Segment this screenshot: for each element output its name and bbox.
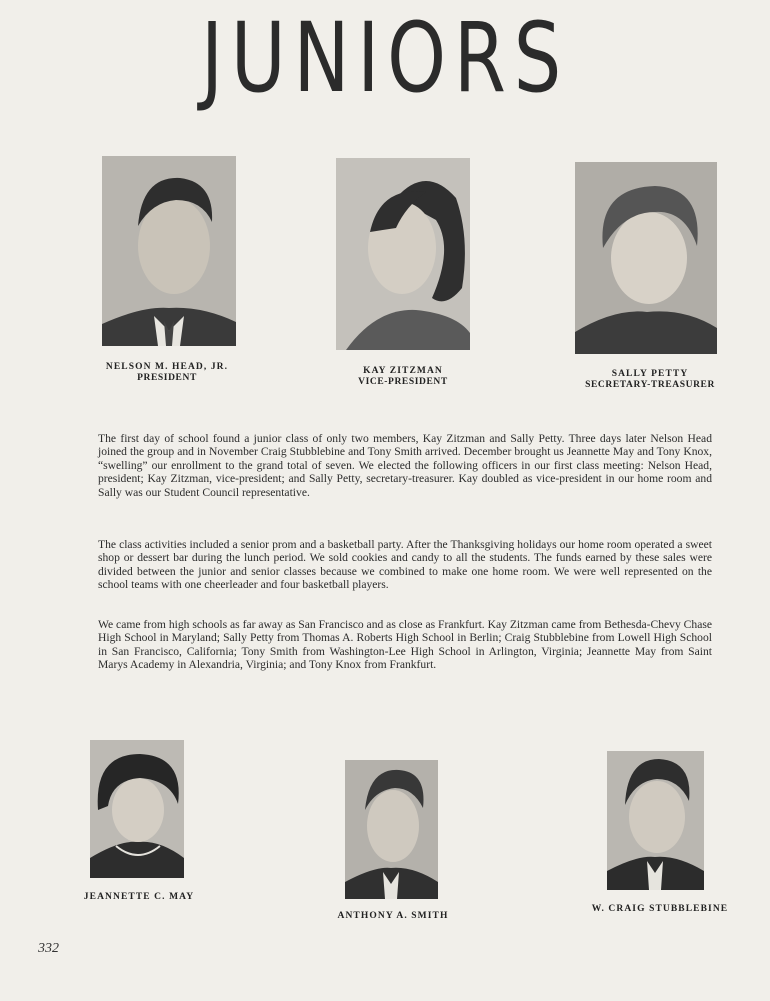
paragraph-3: We came from high schools as far away as San Francisco and as close as Frankfurt. Kay Zitzman came from Bethesda-Chevy Chase High School in Maryland; Sally Petty from Thomas A. Roberts High School in Berlin; Craig Stubblebine from Lowell High School in San Francisco, California; Tony Smith from Washington-Lee High School in Arlington, Virginia; Jeannette May from Saint Marys Academy in Alexandria, Virginia; and Tony Knox from Frankfurt. [98,618,712,672]
photo-jeannette-may [90,740,184,878]
member-caption-2 [318,911,468,922]
member-caption-3 [580,904,740,915]
member-name: JEANNETTE C. MAY [83,892,195,902]
officer-name: NELSON M. HEAD, JR. [105,362,229,372]
officer-name: SALLY PETTY [611,369,689,379]
member-name: ANTHONY A. SMITH [337,911,449,921]
page-title: JUNIORS [200,2,570,114]
page-number: 332 [38,941,59,956]
officer-role: PRESIDENT [137,373,197,383]
member-name: W. CRAIG STUBBLEBINE [591,904,729,914]
member-caption-1 [64,892,214,903]
photo-craig-stubblebine [607,751,704,890]
photo-nelson-head [102,156,236,346]
officer-role: SECRETARY-TREASURER [585,380,715,390]
officer-caption-3 [570,369,730,391]
photo-anthony-smith [345,760,438,899]
officer-role: VICE-PRESIDENT [358,377,448,387]
officer-caption-2 [328,366,478,388]
photo-kay-zitzman [336,158,470,350]
officer-caption-1 [92,362,242,384]
officer-name: KAY ZITZMAN [363,366,443,376]
photo-sally-petty [575,162,717,354]
paragraph-2: The class activities included a senior prom and a basketball party. After the Thanksgiving holidays our home room operated a sweet shop or dessert bar during the lunch period. We sold cookies and candy to all the students. The funds earned by these sales were divided between the junior and senior classes because we combined to make one home room. We were well represented on the school teams with one cheerleader and four basketball players. [98,538,712,592]
paragraph-1: The first day of school found a junior class of only two members, Kay Zitzman and Sally Petty. Three days later Nelson Head joined the group and in November Craig Stubblebine and Tony Smith arrived. December brought us Jeannette May and Tony Knox, “swelling” our enrollment to the grand total of seven. We elected the following officers in our first class meeting: Nelson Head, president; Kay Zitzman, vice-president; and Sally Petty, secretary-treasurer. Kay doubled as vice-president in our home room and Sally was our Student Council representative. [98,432,712,499]
